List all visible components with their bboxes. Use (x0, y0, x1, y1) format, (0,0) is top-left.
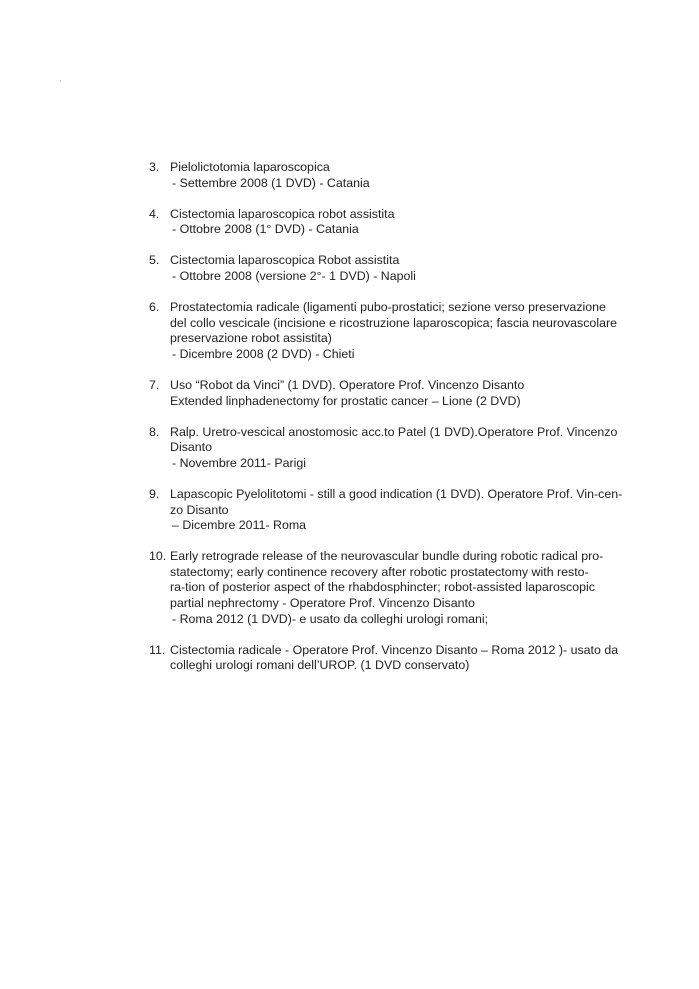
item-detail: – Dicembre 2011- Roma (172, 518, 307, 533)
item-text: Uso “Robot da Vinci” (1 DVD). Operatore Prof. Vincenzo Disanto (170, 377, 525, 392)
item-text: Early retrograde release of the neurovascular bundle during robotic radical pro- (170, 549, 604, 564)
item-text: Pielolictotomia laparoscopica (170, 160, 330, 174)
list-item (149, 549, 659, 627)
item-detail: - Dicembre 2008 (2 DVD) - Chieti (172, 346, 355, 361)
item-detail: - Novembre 2011- Parigi (172, 455, 307, 470)
item-number: 9. (149, 486, 160, 501)
item-text: Prostatectomia radicale (ligamenti pubo-prostatici; sezione verso preservazione (170, 300, 606, 315)
item-detail: - Roma 2012 (1 DVD)- e usato da colleghi urologi romani; (172, 611, 489, 626)
item-text: statectomy; early continence recovery after robotic prostatectomy with resto- (170, 564, 589, 579)
item-text: Lapascopic Pyelolitotomi - still a good indication (1 DVD). Operatore Prof. Vin-cen- (170, 486, 623, 501)
item-number: 11. (149, 642, 166, 657)
item-detail: - Ottobre 2008 (versione 2°- 1 DVD) - Napoli (172, 268, 416, 283)
list-item (149, 378, 659, 409)
item-number: 4. (149, 206, 160, 221)
item-number: 3. (149, 160, 160, 174)
item-detail: - Settembre 2008 (1 DVD) - Catania (172, 175, 370, 190)
item-number: 6. (149, 300, 160, 315)
item-text: Cistectomia laparoscopica robot assistita (170, 206, 395, 221)
item-text: colleghi urologi romani dell’UROP. (1 DVD conservato) (170, 658, 470, 673)
item-text: Cistectomia laparoscopica Robot assistita (170, 253, 400, 268)
item-number: 8. (149, 424, 160, 439)
item-number: 10. (149, 549, 167, 564)
item-number: 5. (149, 253, 160, 268)
item-text: del collo vescicale (incisione e ricostruzione laparoscopica; fascia neurovascolare (170, 315, 617, 330)
list-item (149, 160, 659, 191)
list-item (149, 300, 659, 362)
item-text: Ralp. Uretro-vescical anostomosic acc.to Patel (1 DVD).Operatore Prof. Vincenzo (170, 424, 618, 439)
list-item (149, 425, 659, 472)
item-text: preservazione robot assistita) (170, 331, 332, 346)
list-item (149, 253, 659, 284)
scan-speck (60, 80, 61, 81)
item-text: Cistectomia radicale - Operatore Prof. Vincenzo Disanto – Roma 2012 )- usato da (170, 642, 619, 657)
item-text: Disanto (170, 440, 213, 455)
item-number: 7. (149, 377, 160, 392)
item-text: partial nephrectomy - Operatore Prof. Vincenzo Disanto (170, 595, 475, 610)
dvd-list (149, 160, 659, 689)
item-text: ra-tion of posterior aspect of the rhabdosphincter; robot-assisted laparoscopic (170, 580, 595, 595)
list-item (149, 487, 659, 534)
list-item (149, 207, 659, 238)
list-item (149, 643, 659, 674)
item-detail: - Ottobre 2008 (1° DVD) - Catania (172, 222, 359, 237)
item-text: zo Disanto (170, 502, 229, 517)
item-text: Extended linphadenectomy for prostatic cancer – Lione (2 DVD) (170, 393, 521, 408)
